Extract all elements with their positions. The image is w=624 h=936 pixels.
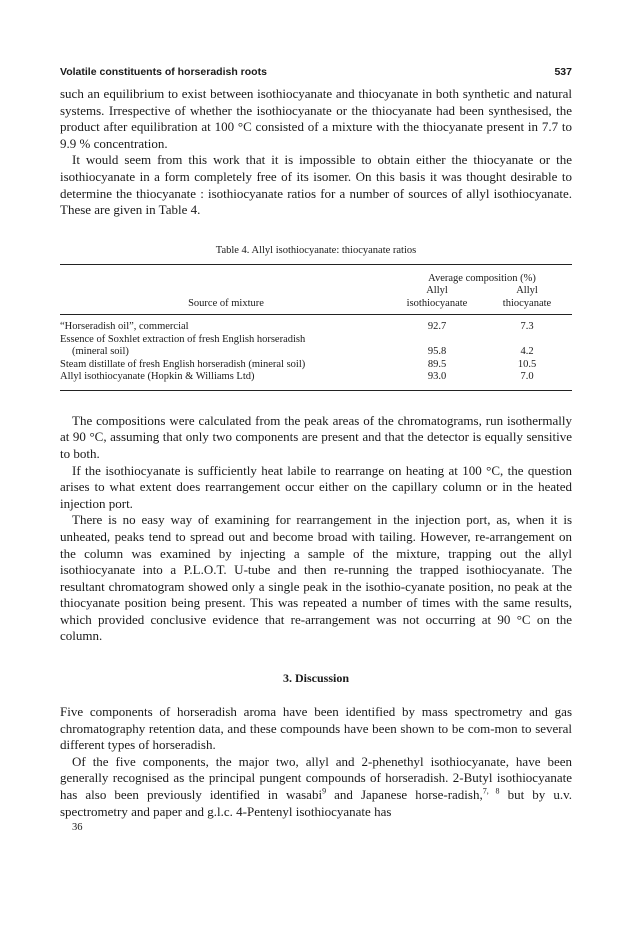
col-thio-header-2: thiocyanate (482, 298, 572, 315)
group-header: Average composition (%) (392, 264, 572, 285)
row-source: Essence of Soxhlet extraction of fresh English horseradish (60, 333, 306, 345)
paragraph: Five components of horseradish aroma have been identified by mass spectrometry and gas chromatography retention data, and these compounds have been shown to be com-mon to several different types of horseradish. (60, 704, 572, 753)
row-thio-value: 4.2 (520, 346, 534, 358)
citation: 9 (322, 786, 327, 796)
row-source: Allyl isothiocyanate (Hopkin & Williams Ltd) (60, 371, 392, 390)
text-run: and Japanese horse-radish, (326, 787, 483, 803)
col-iso-header-1: Allyl (426, 285, 448, 297)
paragraph: The compositions were calculated from the peak areas of the chromatograms, run isothermally at 90 °C, assuming that only two components are present and that the detector is equally sensitive to both. (60, 412, 572, 461)
paragraph (60, 754, 572, 820)
running-title: Volatile constituents of horseradish roots (60, 66, 267, 78)
page-number: 537 (554, 66, 572, 78)
folio: 36 (72, 822, 83, 834)
text-run: but by u.v. spectrometry and paper and g.l.c. 4-Pentenyl isothiocyanate has (60, 787, 572, 819)
table-caption: Table 4. Allyl isothiocyanate: thiocyanate ratios (215, 244, 417, 256)
row-source: “Horseradish oil”, commercial (60, 321, 189, 333)
row-source-continued: (mineral soil) (72, 346, 129, 358)
paragraph: such an equilibrium to exist between isothiocyanate and thiocyanate in both synthetic and natural systems. Irrespective of whether the isothiocyanate or the thiocyanate had been synthesised, the product after equilibration at 100 °C consisted of a mixture with the thiocyanate present in 7.7 to 9.9 % concentration. (60, 86, 572, 151)
col-iso-header-2: isothiocyanate (392, 298, 482, 315)
table-row (60, 334, 572, 347)
text-run: Of the five components, the major two, allyl and 2-phenethyl isothiocyanate, have been generally recognised as the principal pungent compounds of horseradish. 2-Butyl isothiocyanate has also been previously identified in wasabi (60, 753, 572, 803)
paragraph: If the isothiocyanate is sufficiently heat labile to rearrange on heating at 100 °C, the question arises to what extent does rearrangement occur either on the capillary column or in the heated injection port. (60, 462, 572, 511)
running-header (60, 66, 572, 78)
header-spacer (60, 285, 392, 298)
table-row (60, 346, 572, 359)
citation: 7, 8 (482, 786, 500, 796)
row-thio-value: 7.3 (520, 321, 534, 333)
table-row (60, 315, 572, 334)
header-spacer (60, 264, 392, 285)
row-iso-value: 95.8 (427, 346, 447, 358)
row-iso-value: 93.0 (392, 371, 482, 390)
row-iso-value: 89.5 (427, 358, 447, 370)
paragraph: There is no easy way of examining for rearrangement in the injection port, as, when it is unheated, peaks tend to spread out and become broad with tailing. However, re-arrangement on the column was examined by injecting a sample of the mixture, trapping out the allyl isothiocyanate into a P.L.O.T. U-tube and then re-running the trapped isothiocyanate. The resultant chromatogram showed only a single peak in the isothio-cyanate position, no peak at the thiocyanate position being present. This was repeated a number of times with the same results, which provided conclusive evidence that re-arrangement was not occurring at 90 °C on the column. (60, 512, 572, 644)
source-header: Source of mixture (60, 298, 392, 315)
table-row (60, 359, 572, 372)
table-4 (60, 245, 572, 391)
paragraph: It would seem from this work that it is impossible to obtain either the thiocyanate or the isothiocyanate in a form completely free of its isomer. On this basis it was thought desirable to determine the thiocyanate : isothiocyanate ratios for a number of sources of allyl isothiocyanate. These are given in Table 4. (60, 152, 572, 218)
row-thio-value: 10.5 (517, 358, 537, 370)
ratio-table (60, 264, 572, 391)
journal-page (60, 66, 572, 833)
section-heading: 3. Discussion (282, 671, 350, 686)
row-thio-value: 7.0 (482, 371, 572, 390)
row-iso-value: 92.7 (427, 321, 447, 333)
col-thio-header-1: Allyl (516, 285, 538, 297)
row-source: Steam distillate of fresh English horseradish (mineral soil) (60, 358, 306, 370)
table-row (60, 371, 572, 390)
